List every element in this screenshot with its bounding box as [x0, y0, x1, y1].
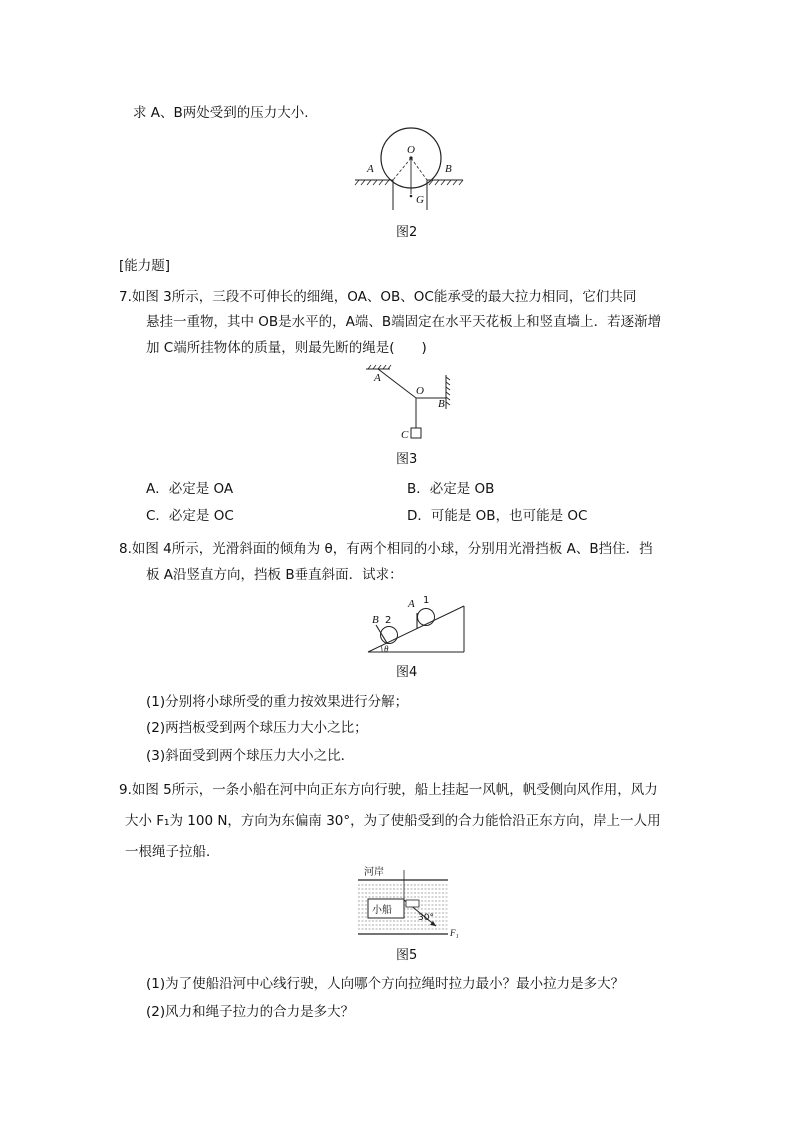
q9-line-2: 大小 F₁为 100 N，方向为东偏南 30°，为了使船受到的合力能恰沿正东方向，岸上一人用 — [125, 813, 661, 829]
fig5-label-bank: 河岸 — [364, 867, 384, 878]
q7-line-3: 加 C端所挂物体的质量，则最先断的绳是( ) — [146, 340, 427, 356]
q9-sub-1: (1)为了使船沿河中心线行驶，人向哪个方向拉绳时拉力最小？最小拉力是多大？ — [146, 976, 625, 992]
figure-5 — [356, 862, 466, 942]
q7-option-d: D．可能是 OB，也可能是 OC — [407, 508, 588, 524]
q6-text: 求 A、B两处受到的压力大小. — [133, 105, 309, 121]
section-heading: [能力题] — [119, 258, 171, 274]
fig2-label-b: B — [445, 163, 452, 175]
q9-line-1: 9.如图 5所示，一条小船在河中向正东方向行驶，船上挂起一风帆，帆受侧向风作用，风力 — [119, 782, 658, 798]
q7-option-c: C．必定是 OC — [146, 508, 234, 524]
q8-sub-3: (3)斜面受到两个球压力大小之比． — [146, 748, 355, 764]
q8-sub-2: (2)两挡板受到两个球压力大小之比； — [146, 720, 368, 736]
fig4-caption: 图4 — [396, 665, 418, 680]
fig5-label-angle: 30° — [418, 913, 434, 923]
q7-option-a: A．必定是 OA — [146, 481, 234, 497]
fig5-label-f1: F₁ — [450, 928, 459, 938]
figure-3 — [366, 365, 466, 445]
fig3-label-a: A — [374, 372, 381, 384]
fig4-label-1: 1 — [423, 595, 430, 606]
fig4-label-a: A — [408, 598, 415, 610]
q8-line-1: 8.如图 4所示，光滑斜面的倾角为 θ，有两个相同的小球，分别用光滑挡板 A、B挡住．挡 — [119, 541, 653, 557]
fig2-caption: 图2 — [396, 225, 418, 240]
fig4-label-b: B — [372, 614, 379, 626]
q7-line-2: 悬挂一重物，其中 OB是水平的，A端、B端固定在水平天花板上和竖直墙上．若逐渐增 — [146, 314, 662, 330]
fig3-caption: 图3 — [396, 452, 418, 467]
q7-option-b: B．必定是 OB — [407, 481, 495, 497]
q8-sub-1: (1)分别将小球所受的重力按效果进行分解； — [146, 694, 409, 710]
fig3-label-c: C — [401, 429, 409, 441]
fig4-label-theta: θ — [384, 644, 389, 654]
q7-line-1: 7.如图 3所示，三段不可伸长的细绳，OA、OB、OC能承受的最大拉力相同，它们共同 — [119, 289, 637, 305]
fig4-label-2: 2 — [385, 615, 392, 626]
fig5-label-boat: 小船 — [372, 905, 392, 916]
q9-line-3: 一根绳子拉船． — [125, 844, 220, 860]
fig5-caption: 图5 — [396, 948, 418, 963]
figure-2 — [355, 122, 465, 217]
fig3-label-b: B — [438, 398, 445, 410]
fig2-label-o: O — [407, 144, 415, 156]
fig2-label-g: G — [416, 194, 424, 206]
fig2-label-a: A — [367, 163, 374, 175]
figure-4 — [368, 592, 468, 656]
q8-line-2: 板 A沿竖直方向，挡板 B垂直斜面．试求： — [146, 567, 403, 583]
q9-sub-2: (2)风力和绳子拉力的合力是多大？ — [146, 1004, 355, 1020]
fig3-label-o: O — [416, 385, 424, 397]
